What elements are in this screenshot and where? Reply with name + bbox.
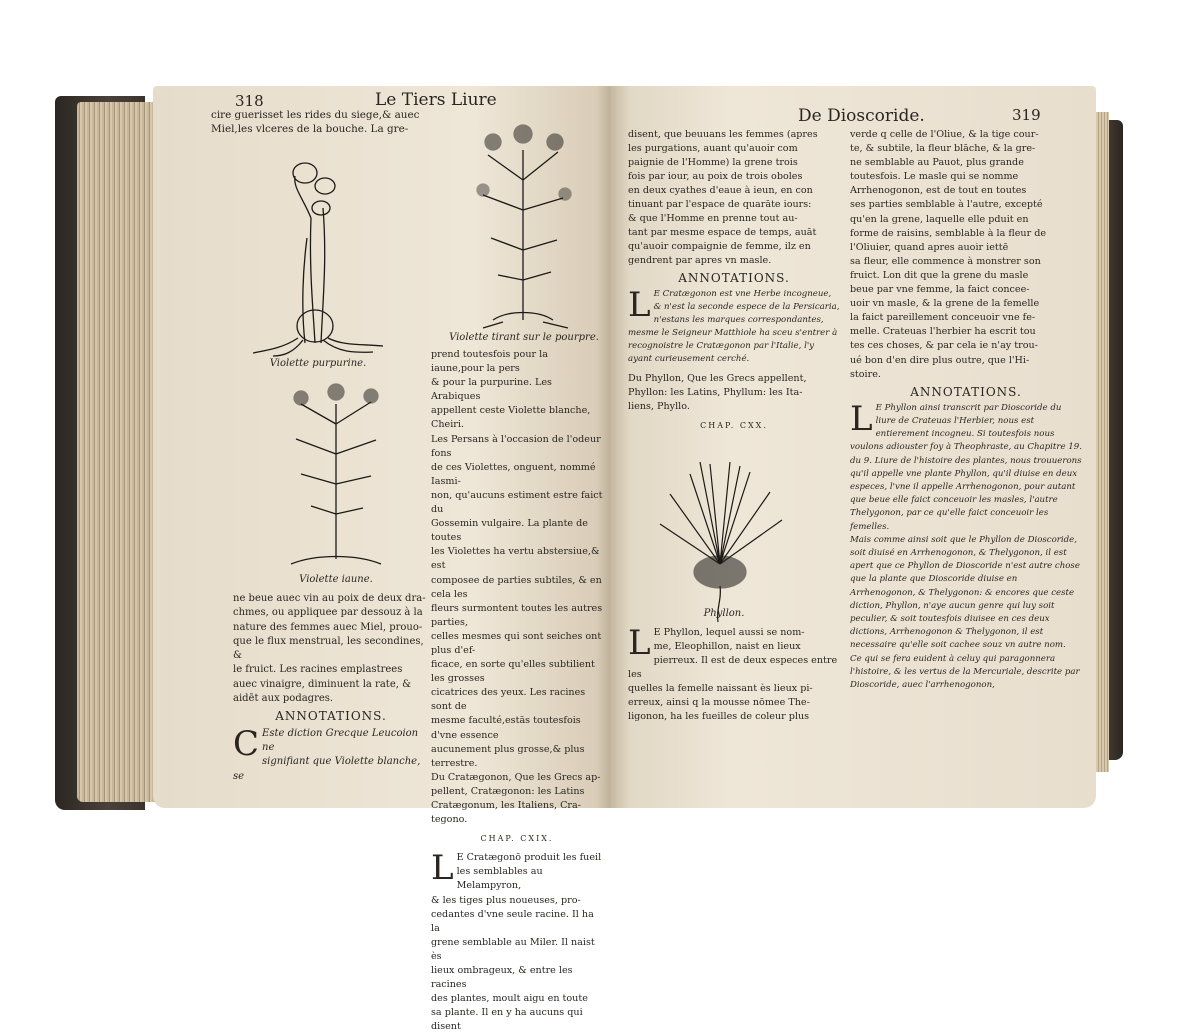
chap-cxix-body: L E Cratægonō produit les fueil les semblables au Melampyron, & les tiges plus noueuses, pro- cedantes d'vne seule racine. Il ha la grene semblable au Miler. Il naist ès lieux ombrageux, & entre les racines des plantes, moult aigu en toute sa plante. Il en y ha aucuns qui disent bbox=[431, 848, 602, 1033]
annotations-heading: ANNOTATIONS. bbox=[910, 384, 1022, 399]
violet-yellow-woodcut bbox=[271, 374, 401, 572]
chap-cxx-heading: CHAP. CXX. bbox=[700, 421, 768, 430]
left-page-right-column: prend toutesfois pour la iaune,pour la pers & pour la purpurine. Les Arabiques appellent ceste Violette blanche, Cheiri. Les Persans à l'occasion de l'odeur fons de ces Violettes, onguent, nommé Iasmi- non, qu'aucuns estiment estre faict du Gossemin vulgaire. La plante de toutes les Violettes ha vertu abstersiue,& est composee de parties subtiles, & en cela les fleurs surmontent toutes les autres parties, celles mesmes qui sont seiches ont plus d'ef- ficace, en sorte qu'elles subtilient les grosses cicatrices des yeux. Les racines sont de mesme faculté,estās toutesfois d'vne essence aucunement plus grosse,& plus terrestre. Du Cratægonon, Que les Grecs ap- pellent, Cratægonon: les Latins Cratægonum, les Italiens, Cra- tegono. CHAP. CXIX. L E Cratægonō produit les fueil les semblables au Melampyron, & les tiges plus noueuses, pro- cedantes d'vne seule racine. Il ha la grene semblable au Miler. Il naist ès lieux ombrageux, & entre les racines des plantes, moult aigu en toute sa plante. Il en y ha aucuns qui disent bbox=[431, 348, 603, 1036]
left-page-bottom-column: ne beue auec vin au poix de deux dra- chmes, ou appliquee par dessouz à la nature des femmes auec Miel, prouo- que le flux menstrual, les secondines, & le fruict. Les racines emplastrees auec vinaigre, diminuent la rate, & aidēt aux podagres. ANNOTATIONS. C Este diction Grecque Leucoion ne signifiant que Violette blanche, se bbox=[233, 592, 429, 785]
fig-caption: Phyllon. bbox=[703, 608, 745, 619]
phyllon-title: Du Phyllon, Que les Grecs appellent, Phyllon: les Latins, Phyllum: les Ita- liens, Phyllo. bbox=[628, 373, 807, 412]
drop-cap: C bbox=[233, 723, 260, 764]
drop-cap: L bbox=[431, 848, 454, 889]
left-top-lines: cire guerisset les rides du siege,& auec Miel,les vlceres de la bouche. La gre- bbox=[211, 109, 420, 136]
annotations-body: C Este diction Grecque Leucoion ne signifiant que Violette blanche, se bbox=[233, 723, 421, 782]
annotations-heading: ANNOTATIONS. bbox=[678, 271, 790, 285]
fig2-caption: Violette tirant sur le pourpre. bbox=[449, 332, 599, 343]
running-head: De Dioscoride. bbox=[798, 106, 925, 126]
violet-purple-woodcut bbox=[243, 148, 393, 358]
drop-cap: L bbox=[850, 398, 873, 439]
open-book bbox=[55, 82, 1123, 1033]
violet-purplish-woodcut bbox=[453, 120, 593, 330]
drop-cap: L bbox=[628, 285, 651, 325]
right-page-right-column: verde q celle de l'Oliue, & la tige cour- te, & subtile, la fleur blāche, & la gre- ne semblable au Pauot, plus grande toutesfois. Le masle qui se nomme Arrhenogonon, est de tout en toutes ses parties semblable à l'autre, excepté qu'en la grene, laquelle elle pduit en forme de raisins, semblable à la fleur de l'Oliuier, quand apres auoir iettē sa fleur, elle commence à monstrer son fruict. Lon dit que la grene du masle beue par vne femme, la faict concee- uoir vn masle, & la grene de la femelle la faict pareillement conceuoir vne fe- melle. Crateuas l'herbier ha escrit tou tes ces choses, & par cela ie n'ay trou- ué bon d'en dire plus outre, que l'Hi- stoire. ANNOTATIONS. L E Phyllon ainsi transcrit par Dioscoride du liure de Crateuas l'Herbier, nous est entierement incogneu. Si toutesfois nous voulons adiouster foy à Theophraste, au Chapitre 19. du 9. Liure de l'histoire des plantes, nous trouuerons qu'il appelle vne plante Phyllon, qu'il diuise en deux especes, l'vne il appelle Arrhenogonon, pour autant que beue elle faict conceuoir les masles, l'autre Thelygonon, par ce qu'elle faict conceuoir les femelles. Mais comme ainsi soit que le Phyllon de Dioscoride, soit diuisé en Arrhenogonon, & Thelygonon, il est apert que ce Phyllon de Dioscoride n'est autre chose que la plante que Dioscoride diuise en Arrhenogonon, & Thelygonon: & encores que ceste diction, Phyllon, n'aye aucun genre qui luy soit peculier, & soit toutesfois diuisee en ces deux dictions, Arrhenogonon & Thelygonon, il est necessaire qu'elle soit cachee souz vn autre nom. Ce qui se fera euident à celuy qui paragonnera l'histoire, & les vertus de la Mercuriale, descrite par Dioscoride, auec l'arrhenogonon, bbox=[850, 128, 1082, 693]
page-number: 318 bbox=[235, 92, 264, 110]
fig3-caption: Violette iaune. bbox=[299, 574, 373, 585]
right-page bbox=[610, 86, 1096, 808]
annotations-body: L E Phyllon ainsi transcrit par Dioscoride du liure de Crateuas l'Herbier, nous est entierement incogneu. Si toutesfois nous voulons adiouster foy à Theophraste, au Chapitre 19. du 9. Liure de l'histoire des plantes, nous trouuerons qu'il appelle vne plante Phyllon, qu'il diuise en deux especes, l'vne il appelle Arrhenogonon, pour autant que beue elle faict conceuoir les masles, l'autre Thelygonon, par ce qu'elle faict conceuoir les femelles. Mais comme ainsi soit que le Phyllon de Dioscoride, soit diuisé en Arrhenogonon, & Thelygonon, il est apert que ce Phyllon de Dioscoride n'est autre chose que la plante que Dioscoride diuise en Arrhenogonon, & Thelygonon: & encores que ceste diction, Phyllon, n'aye aucun genre qui luy soit peculier, & soit toutesfois diuisee en ces deux dictions, Arrhenogonon & Thelygonon, il est necessaire qu'elle soit cachee souz vn autre nom. Ce qui se fera euident à celuy qui paragonnera l'histoire, & les vertus de la Mercuriale, descrite par Dioscoride, auec l'arrhenogonon, bbox=[850, 398, 1082, 691]
running-head: Le Tiers Liure bbox=[375, 90, 497, 110]
fig1-caption: Violette purpurine. bbox=[269, 358, 367, 369]
drop-cap: L bbox=[628, 623, 651, 663]
page-number: 319 bbox=[1012, 106, 1041, 124]
left-page bbox=[153, 86, 610, 1033]
right-page-left-column: disent, que beuuans les femmes (apres les purgations, auant qu'auoir com paignie de l'Homme) la grene trois fois par iour, au poix de trois oboles en deux cyathes d'eaue à ieun, en con tinuant par l'espace de quarāte iours: & que l'Homme en prenne tout au- tant par mesme espace de temps, auāt qu'auoir compaignie de femme, ilz en gendrent par apres vn masle. ANNOTATIONS. L E Cratægonon est vne Herbe incogneue, & n'est la seconde espece de la Persicaria, n'estans les marques correspondantes, mesme le Seigneur Matthiole ha sceu s'entrer à recognoistre le Cratægonon par l'Italie, l'y ayant curieusement cerché. Du Phyllon, Que les Grecs appellent, Phyllon: les Latins, Phyllum: les Ita- liens, Phyllo. CHAP. CXX. bbox=[628, 128, 840, 438]
annotations-heading: ANNOTATIONS. bbox=[275, 709, 387, 724]
page-edges-left bbox=[77, 102, 159, 802]
chap-cxix-heading: CHAP. CXIX. bbox=[480, 834, 554, 844]
phyllon-text: L E Phyllon, lequel aussi se nom- me, Eleophillon, naist en lieux pierreux. Il est de deux especes entre les quelles la femelle naissant ès lieux pi- erreux, ainsi q la mousse nōmee The- ligonon, ha les fueilles de coleur plus bbox=[628, 623, 838, 722]
phyllon-woodcut bbox=[650, 454, 790, 624]
annotations-body: L E Cratægonon est vne Herbe incogneue, & n'est la seconde espece de la Persicaria, n'estans les marques correspondantes, mesme le Seigneur Matthiole ha sceu s'entrer à recognoistre le Cratægonon par l'Italie, l'y ayant curieusement cerché. bbox=[628, 285, 840, 364]
